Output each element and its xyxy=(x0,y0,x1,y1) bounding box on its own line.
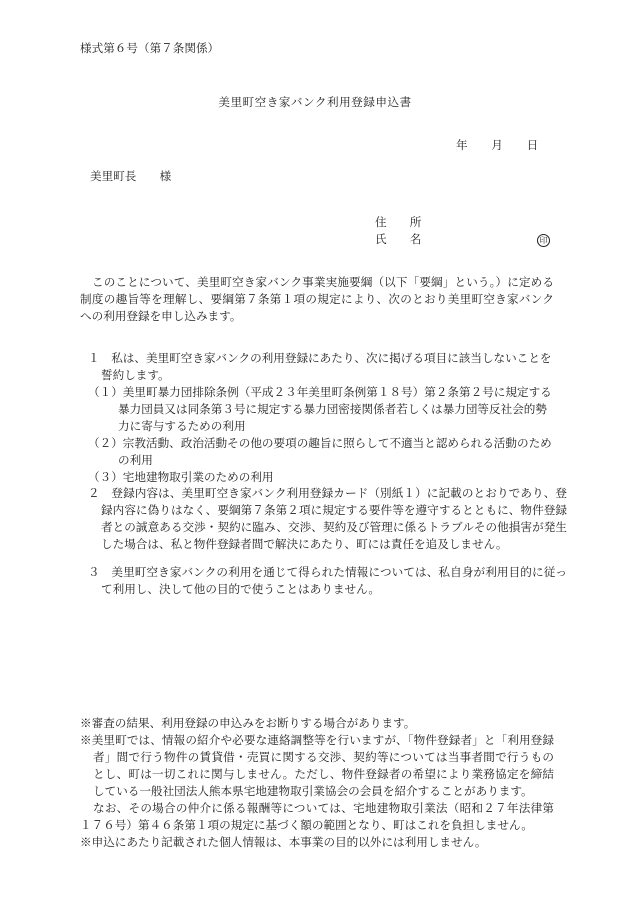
date-day: 日 xyxy=(526,138,539,152)
date-month: 月 xyxy=(491,138,503,152)
name-label: 氏 名 xyxy=(375,232,422,246)
seal-stamp: 印 xyxy=(537,234,550,247)
clause-2: ２ 登録内容は、美里町空き家バンク利用登録カード（別紙１）に記載のとおりであり、登録内容に偽りはなく、要綱第７条第２項に規定する要件等を遵守するとともに、物件登録者との誠意ある交渉・契約に臨み、交渉、契約及び管理に係るトラブルその他損害が発生した場合は、私と物件登録者間で解決にあたり、町には責任を追及しません。 xyxy=(88,486,567,551)
note-item: なお、その場合の仲介に係る報酬等については、宅地建物取引業法（昭和２７年法律第１７６号）第４６条第１項の規定に基づく額の範囲となり、町はこれを負担しません。 xyxy=(80,801,554,832)
notes xyxy=(80,715,554,851)
clause-3: ３ 美里町空き家バンクの利用を通じて得られた情報については、私自身が利用目的に従って利用し、決して他の目的で使うことはありません。 xyxy=(88,565,567,596)
name-line xyxy=(375,231,550,248)
intro-paragraph: このことについて、美里町空き家バンク事業実施要綱（以下「要綱」という。）に定める制度の趣旨等を理解し、要綱第７条第１項の規定により、次のとおり美里町空き家バンクへの利用登録を申し込みます。 xyxy=(80,275,554,323)
note-item: ※審査の結果、利用登録の申込みをお断りする場合があります。 xyxy=(80,716,416,730)
clause-1-item: （２）宗教活動、政治活動その他の要項の趣旨に照らして不適当と認められる活動のための利用 xyxy=(88,436,552,467)
seal-mark xyxy=(537,231,550,248)
address-label: 住 所 xyxy=(375,215,422,229)
document-title: 美里町空き家バンク利用登録申込書 xyxy=(218,95,412,109)
clause-1-item: （１）美里町暴力団排除条例（平成２３年美里町条例第１８号）第２条第２号に規定する暴力団員又は同条第３号に規定する暴力団密接関係者若しくは暴力団等反社会的勢力に寄与するための利用 xyxy=(88,385,552,433)
date-year: 年 xyxy=(456,138,468,152)
date-line xyxy=(456,137,538,154)
note-item: ※申込にあたり記載された個人情報は、本事業の目的以外には利用しません。 xyxy=(80,835,487,849)
addressee: 美里町長 様 xyxy=(90,169,172,183)
clause-1 xyxy=(88,350,554,486)
form-number: 様式第６号（第７条関係） xyxy=(80,41,220,55)
clause-1-text: １ 私は、美里町空き家バンクの利用登録にあたり、次に掲げる項目に該当しないことを誓約します。 xyxy=(88,351,552,382)
note-item: ※美里町では、情報の紹介や必要な連絡調整等を行いますが、「物件登録者」と「利用登録者」間で行う物件の賃貸借・売買に関する交渉、契約等については当事者間で行うものとし、町は一切これに関与しません。ただし、物件登録者の希望により業務協定を締結している一般社団法人熊本県宅地建物取引業協会の会員を紹介することがあります。 xyxy=(80,733,554,798)
clause-1-item: （３）宅地建物取引業のための利用 xyxy=(88,470,274,484)
